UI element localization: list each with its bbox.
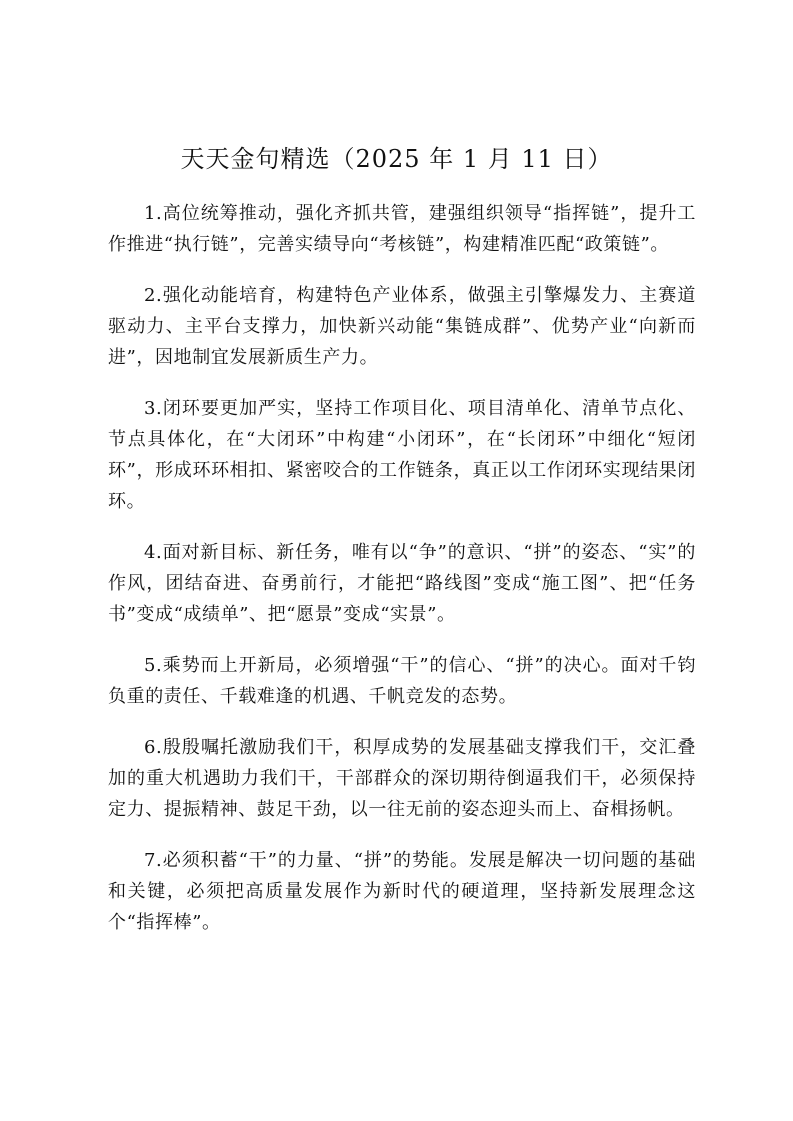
- paragraph-5: 5.乘势而上开新局，必须增强“干”的信心、“拼”的决心。面对千钧负重的责任、千载难逢的机遇、千帆竞发的态势。: [108, 655, 696, 707]
- document-body: [108, 198, 696, 958]
- page-title: 天天金句精选（2025 年 1 月 11 日）: [180, 145, 613, 173]
- paragraph-4: 4.面对新目标、新任务，唯有以“争”的意识、“拼”的姿态、“实”的作风，团结奋进、奋勇前行，才能把“路线图”变成“施工图”、把“任务书”变成“成绩单”、把“愿景”变成“实景”。: [108, 542, 696, 625]
- paragraph-7: 7.必须积蓄“干”的力量、“拼”的势能。发展是解决一切问题的基础和关键，必须把高质量发展作为新时代的硬道理，坚持新发展理念这个“指挥棒”。: [108, 850, 696, 933]
- paragraph-2: 2.强化动能培育，构建特色产业体系，做强主引擎爆发力、主赛道驱动力、主平台支撑力，加快新兴动能“集链成群”、优势产业“向新而进”，因地制宜发展新质生产力。: [108, 285, 696, 368]
- paragraph-1: 1.高位统筹推动，强化齐抓共管，建强组织领导“指挥链”，提升工作推进“执行链”，完善实绩导向“考核链”，构建精准匹配“政策链”。: [108, 203, 696, 255]
- paragraph-3: 3.闭环要更加严实，坚持工作项目化、项目清单化、清单节点化、节点具体化，在“大闭环”中构建“小闭环”，在“长闭环”中细化“短闭环”，形成环环相扣、紧密咬合的工作链条，真正以工作闭环实现结果闭环。: [108, 398, 696, 512]
- paragraph-6: 6.殷殷嘱托激励我们干，积厚成势的发展基础支撑我们干，交汇叠加的重大机遇助力我们干，干部群众的深切期待倒逼我们干，必须保持定力、提振精神、鼓足干劲，以一往无前的姿态迎头而上、奋楫扬帆。: [108, 737, 696, 820]
